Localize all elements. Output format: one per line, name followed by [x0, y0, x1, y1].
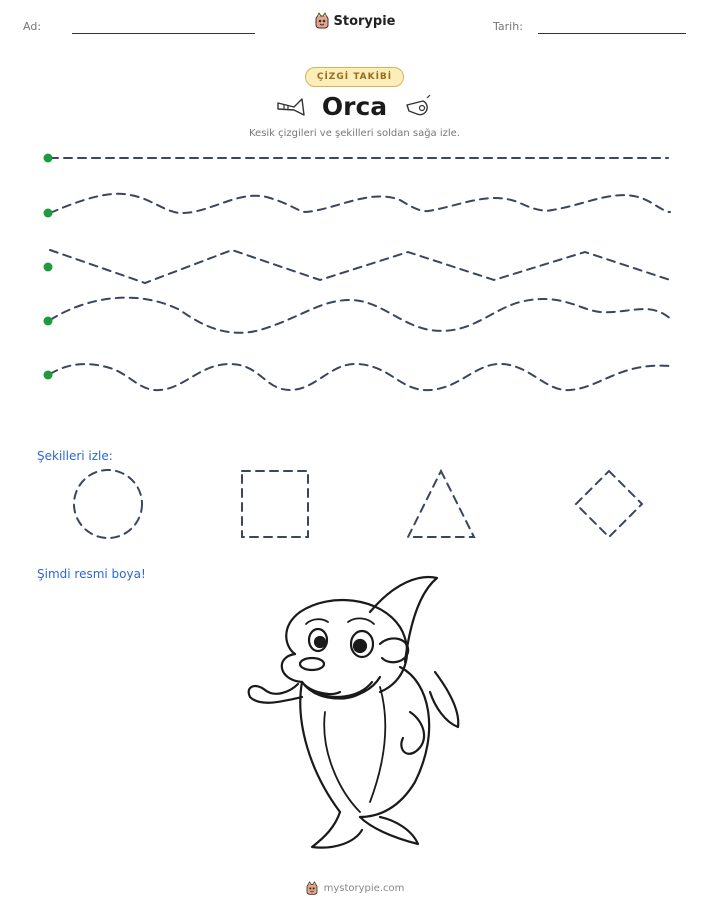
start-dot-1: [44, 154, 53, 163]
start-dot-5: [44, 371, 53, 380]
trace-circle: [74, 470, 142, 538]
trace-square: [242, 471, 308, 537]
storypie-logo-icon: [305, 881, 319, 896]
trace-line-wave-3: [50, 364, 670, 390]
trace-diamond: [576, 471, 642, 537]
date-field[interactable]: [538, 33, 686, 34]
storypie-logo-icon: [314, 12, 330, 30]
tracing-lines: [0, 140, 709, 400]
orca-coloring-illustration: [240, 572, 480, 864]
brand-name: Storypie: [333, 13, 396, 29]
shapes-heading: Şekilleri izle:: [37, 449, 113, 463]
start-dot-2: [44, 209, 53, 218]
start-dot-3: [44, 263, 53, 272]
start-dot-4: [44, 317, 53, 326]
footer-url[interactable]: mystorypie.com: [323, 883, 405, 894]
activity-badge: ÇİZGİ TAKİBİ: [305, 67, 404, 87]
trace-line-zigzag: [50, 250, 670, 283]
brand: [0, 12, 709, 30]
name-label: Ad:: [23, 20, 42, 33]
coloring-heading: Şimdi resmi boya!: [37, 567, 146, 581]
trace-line-wave-1: [50, 194, 670, 213]
trumpet-icon: [276, 95, 306, 119]
trace-line-wave-2: [50, 298, 672, 333]
trace-triangle: [408, 471, 474, 537]
page-title: Orca: [321, 92, 388, 121]
whistle-icon: [403, 95, 433, 119]
instructions: Kesik çizgileri ve şekilleri soldan sağa izle.: [248, 128, 460, 139]
footer: [0, 881, 709, 896]
date-label: Tarih:: [493, 20, 523, 33]
shape-tracing: [0, 460, 709, 550]
name-field[interactable]: [72, 33, 255, 34]
